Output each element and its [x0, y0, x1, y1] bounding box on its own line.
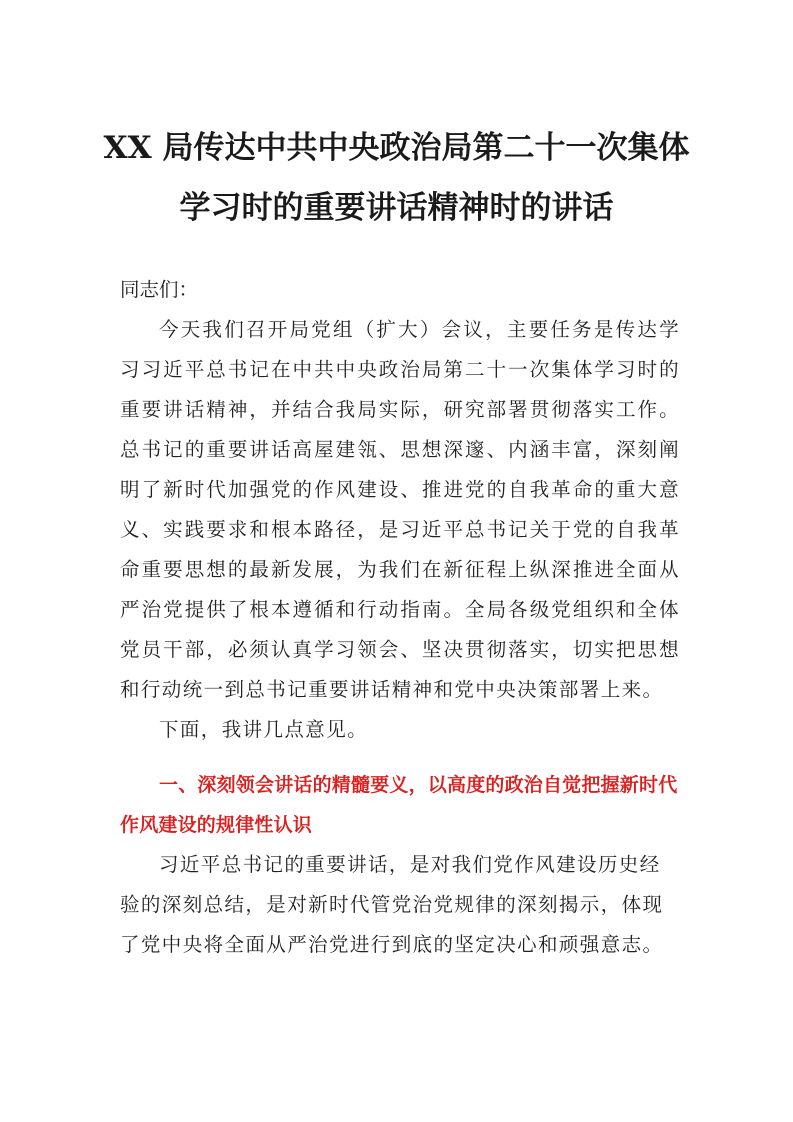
paragraph-transition: 下面，我讲几点意见。	[159, 718, 369, 741]
paragraph-intro: 今天我们召开局党组（扩大）会议，主要任务是传达学习习近平总书记在中共中央政治局第二十一次集体学习时的重要讲话精神，并结合我局实际，研究部署贯彻落实工作。总书记的重要讲话高屋建瓴、思想深邃、内涵丰富，深刻阐明了新时代加强党的作风建设、推进党的自我革命的重大意义、实践要求和根本路径，是习近平总书记关于党的自我革命重要思想的最新发展，为我们在新征程上纵深推进全面从严治党提供了根本遵循和行动指南。全局各级党组织和全体党员干部，必须认真学习领会、坚决贯彻落实，切实把思想和行动统一到总书记重要讲话精神和党中央决策部署上来。	[120, 318, 680, 701]
section-heading-1: 一、深刻领会讲话的精髓要义，以高度的政治自觉把握新时代作风建设的规律性认识	[120, 774, 678, 836]
section-1-paragraph: 习近平总书记的重要讲话，是对我们党作风建设历史经验的深刻总结，是对新时代管党治党规律的深刻揭示，体现了党中央将全面从严治党进行到底的坚定决心和顽强意志。	[120, 853, 664, 956]
document-title-line-1: XX 局传达中共中央政治局第二十一次集体	[103, 130, 690, 166]
salutation: 同志们：	[120, 278, 199, 301]
document-title-line-2: 学习时的重要讲话精神时的讲话	[179, 190, 614, 226]
